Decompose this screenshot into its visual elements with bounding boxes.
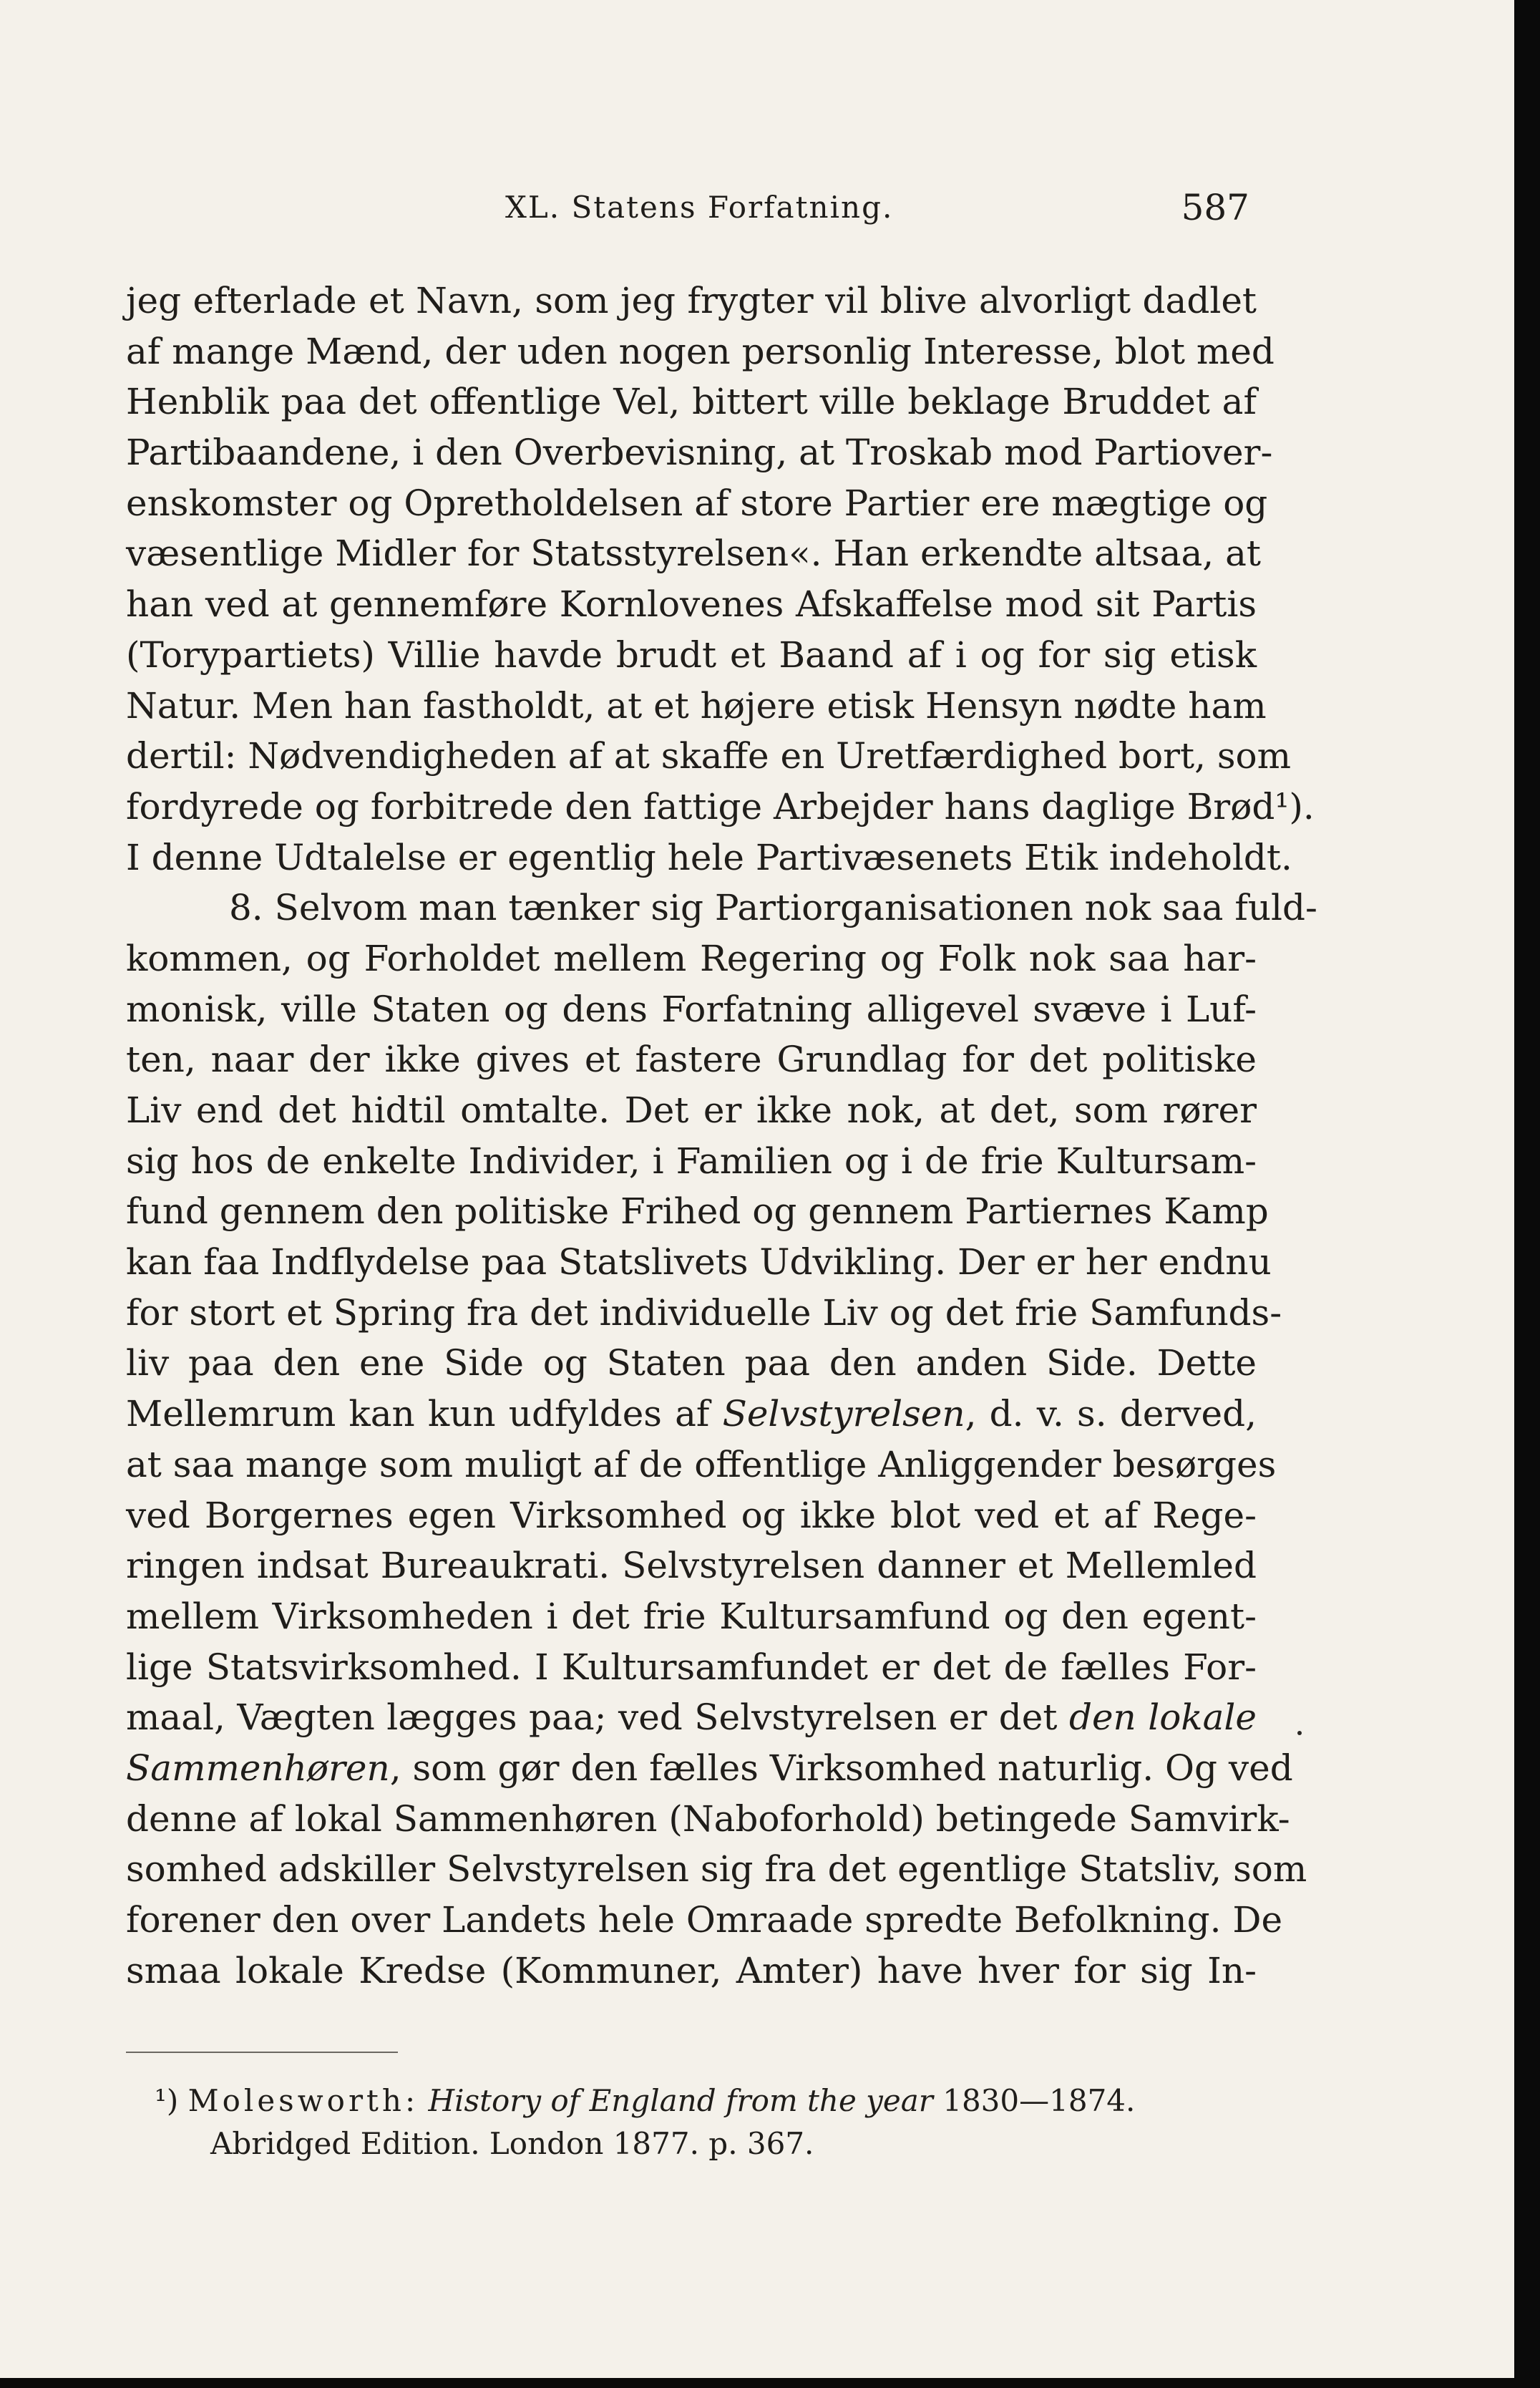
text-line: (Torypartiets) Villie havde brudt et Baand af i og for sig etisk bbox=[126, 634, 1257, 676]
scan-border-bottom bbox=[0, 2378, 1540, 2388]
footnote-years: 1830—1874. bbox=[942, 2083, 1136, 2118]
text-line: Partibaandene, i den Overbevisning, at Troskab mod Partiover- bbox=[126, 432, 1273, 474]
text-line: denne af lokal Sammenhøren (Naboforhold) betingede Samvirk- bbox=[126, 1797, 1290, 1840]
text-line: Liv end det hidtil omtalte. Det er ikke nok, at det, som rører bbox=[126, 1089, 1257, 1131]
text-line bbox=[126, 1692, 1257, 1743]
page-number: 587 bbox=[1181, 187, 1249, 228]
text-line: forener den over Landets hele Omraade spredte Befolkning. De bbox=[126, 1899, 1283, 1941]
footnote-marker: ¹) bbox=[155, 2083, 179, 2118]
footnote-title: History of England from the year bbox=[428, 2083, 933, 2118]
footnotes bbox=[126, 2079, 1257, 2165]
text-line: enskomster og Opretholdelsen af store Partier ere mægtige og bbox=[126, 482, 1268, 524]
text-line: kommen, og Forholdet mellem Regering og Folk nok saa har- bbox=[126, 937, 1257, 979]
text-segment: , d. v. s. derved, bbox=[965, 1393, 1257, 1435]
text-segment: Mellemrum kan kun udfyldes af bbox=[126, 1393, 723, 1435]
text-segment: , som gør den fælles Virksomhed naturlig. Og ved bbox=[389, 1747, 1293, 1789]
text-line bbox=[126, 1389, 1257, 1440]
text-segment: maal, Vægten lægges paa; ved Selvstyrelsen er det bbox=[126, 1697, 1069, 1739]
emphasis-sammenhoren: Sammenhøren bbox=[126, 1747, 390, 1789]
footnote-rule bbox=[126, 2052, 398, 2053]
text-line: smaa lokale Kredse (Kommuner, Amter) have hver for sig In- bbox=[126, 1949, 1257, 1991]
text-line: han ved at gennemføre Kornlovenes Afskaffelse mod sit Partis bbox=[126, 583, 1257, 626]
text-line: I denne Udtalelse er egentlig hele Partivæsenets Etik indeholdt. bbox=[126, 836, 1292, 878]
text-line: dertil: Nødvendigheden af at skaffe en Uretfærdighed bort, som bbox=[126, 735, 1292, 777]
text-line: fund gennem den politiske Frihed og gennem Partiernes Kamp bbox=[126, 1190, 1269, 1233]
text-line: Natur. Men han fastholdt, at et højere etisk Hensyn nødte ham bbox=[126, 684, 1267, 727]
text-line: ved Borgernes egen Virksomhed og ikke blot ved et af Rege- bbox=[126, 1494, 1257, 1536]
body-text bbox=[126, 276, 1317, 1996]
scan-border-right bbox=[1514, 0, 1540, 2388]
footnote-author: Molesworth: bbox=[187, 2083, 419, 2118]
emphasis-selvstyrelsen: Selvstyrelsen bbox=[722, 1393, 965, 1435]
running-head: XL. Statens Forfatning. bbox=[505, 190, 894, 225]
text-line: jeg efterlade et Navn, som jeg frygter vil blive alvorligt dadlet bbox=[126, 280, 1257, 321]
text-line: 8. Selvom man tænker sig Partiorganisationen nok saa fuld- bbox=[229, 887, 1317, 929]
text-line: ringen indsat Bureaukrati. Selvstyrelsen danner et Mellemled bbox=[126, 1545, 1257, 1587]
text-line: somhed adskiller Selvstyrelsen sig fra det egentlige Statsliv, som bbox=[126, 1848, 1307, 1890]
text-line: monisk, ville Staten og dens Forfatning alligevel svæve i Luf- bbox=[126, 988, 1257, 1030]
emphasis-den-lokale: den lokale bbox=[1068, 1697, 1257, 1739]
text-line: for stort et Spring fra det individuelle Liv og det frie Samfunds- bbox=[126, 1291, 1282, 1334]
text-line: Henblik paa det offentlige Vel, bittert ville beklage Bruddet af bbox=[126, 381, 1257, 423]
text-line: kan faa Indflydelse paa Statslivets Udvikling. Der er her endnu bbox=[126, 1241, 1272, 1283]
footnote-line: Abridged Edition. London 1877. p. 367. bbox=[210, 2126, 814, 2161]
page-header bbox=[126, 183, 1249, 240]
text-line: liv paa den ene Side og Staten paa den anden Side. Dette bbox=[126, 1342, 1257, 1384]
print-speck bbox=[1297, 1731, 1302, 1735]
text-line: at saa mange som muligt af de offentlige Anliggender besørges bbox=[126, 1443, 1277, 1485]
text-line: af mange Mænd, der uden nogen personlig Interesse, blot med bbox=[126, 330, 1275, 372]
text-line bbox=[126, 1743, 1293, 1794]
text-line: ten, naar der ikke gives et fastere Grundlag for det politiske bbox=[126, 1039, 1257, 1081]
text-line: mellem Virksomheden i det frie Kultursamfund og den egent- bbox=[126, 1595, 1257, 1637]
text-line: fordyrede og forbitrede den fattige Arbejder hans daglige Brød¹). bbox=[126, 785, 1315, 827]
text-line: sig hos de enkelte Individer, i Familien og i de frie Kultursam- bbox=[126, 1140, 1257, 1182]
footnote-line bbox=[126, 2079, 1257, 2122]
text-line: væsentlige Midler for Statsstyrelsen«. Han erkendte altsaa, at bbox=[126, 533, 1261, 575]
text-line: lige Statsvirksomhed. I Kultursamfundet er det de fælles For- bbox=[126, 1646, 1257, 1688]
